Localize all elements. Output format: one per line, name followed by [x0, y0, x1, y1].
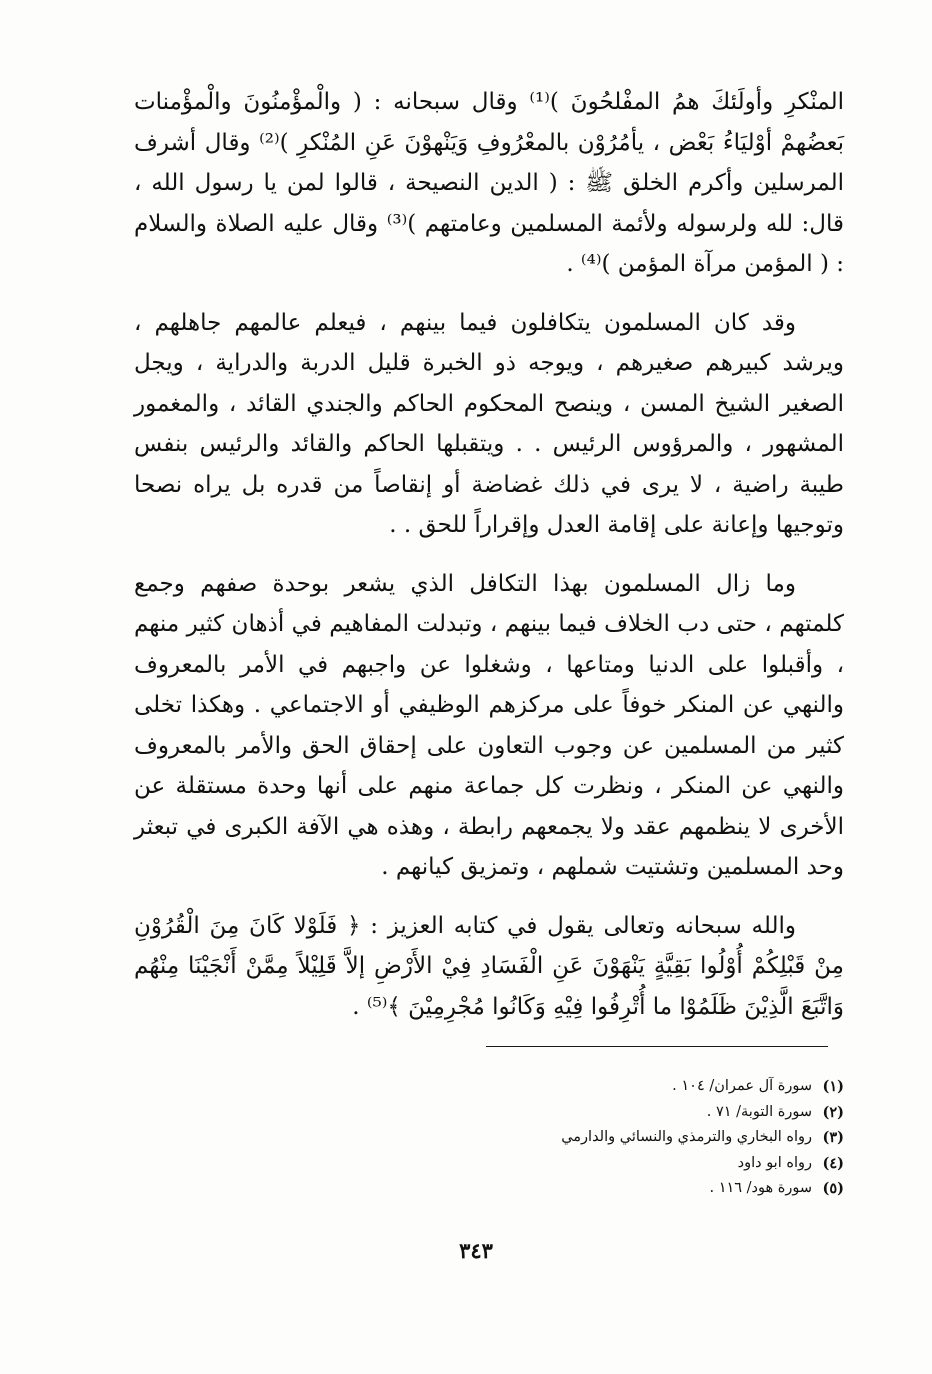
main-text — [134, 82, 844, 1045]
footnote-5 — [480, 1176, 844, 1202]
footnote-number: (١) — [822, 1078, 844, 1095]
footnote-number: (٣) — [822, 1129, 844, 1146]
footnote-text: رواه ابو داود — [737, 1154, 812, 1171]
footnote-4 — [480, 1151, 844, 1177]
footnote-text: سورة هود/ ١١٦ . — [709, 1180, 812, 1196]
footnote-3 — [480, 1125, 844, 1151]
footnote-number: (٥) — [822, 1180, 844, 1197]
paragraph-1: المنْكرِ وأولَئكَ همُ المفْلحُونَ )⁽¹⁾ وقال سبحانه : ( والْمؤْمنُونَ والْمؤْمنات بَعضُهمْ أوْليَاءُ بَعْض ، يأمُرُوْن بالمعْرُوفِ وَيَنْهوْنَ عَنِ المُنْكرِ )⁽²⁾ وقال أشرف المرسلين وأكرم الخلق ﷺ : ( الدين النصيحة ، قالوا لمن يا رسول الله ، قال: لله ولرسوله ولأئمة المسلمين وعامتهم )⁽³⁾ وقال عليه الصلاة والسلام : ( المؤمن مرآة المؤمن )⁽⁴⁾ . — [134, 89, 844, 277]
paragraph-4: والله سبحانه وتعالى يقول في كتابه العزيز : ﴿ فَلَوْلا كَانَ مِنَ الْقُرُوْنِ مِنْ قَبْلِكُمْ أُوْلُوا بَقِيَّةٍ يَنْهَوْنَ عَنِ الْفَسَادِ فِيْ الأَرْضِ إلاَّ قَلِيْلاً مِمَّنْ أَنْجَيْنَا مِنْهُم وَاتَّبَعَ الَّذِيْنَ ظَلَمُوْا ما أُتْرِفُوا فِيْهِ وَكَانُوا مُجْرِمِيْنَ ﴾⁽⁵⁾ . — [134, 912, 844, 1020]
footnote-1 — [480, 1074, 844, 1100]
footnote-number: (٤) — [822, 1154, 844, 1172]
paragraph-3: وما زال المسلمون بهذا التكافل الذي يشعر بوحدة صفهم وجمع كلمتهم ، حتى دب الخلاف فيما بينهم ، وتبدلت المفاهيم في أذهان كثير منهم ، وأقبلوا على الدنيا ومتاعها ، وشغلوا عن واجبهم في الأمر بالمعروف والنهي عن المنكر خوفاً على مركزهم الوظيفي أو الاجتماعي . وهكذا تخلى كثير من المسلمين عن وجوب التعاون على إحقاق الحق والأمر بالمعروف والنهي عن المنكر ، ونظرت كل جماعة منهم على أنها وحدة مستقلة عن الأخرى لا ينظمهم عقد ولا يجمعهم رابطة ، وهذه هي الآفة الكبرى في تبعثر وحد المسلمين وتشتيت شملهم ، وتمزيق كيانهم . — [134, 570, 844, 880]
paragraph-2: وقد كان المسلمون يتكافلون فيما بينهم ، فيعلم عالمهم جاهلهم ، ويرشد كبيرهم صغيرهم ، ويوجه ذو الخبرة قليل الدربة والدراية ، ويجل الصغير الشيخ المسن ، وينصح المحكوم الحاكم والجندي القائد ، والمغمور المشهور ، والمرؤوس الرئيس . . ويتقبلها الحاكم والقائد والرئيس بنفس طيبة راضية ، لا يرى في ذلك غضاضة أو إنقاصاً من قدره بل يراه نصحا وتوجيها وإعانة على إقامة العدل وإقراراً للحق . . — [134, 309, 844, 538]
page-number: ٣٤٣ — [459, 1238, 493, 1263]
footnote-text: سورة آل عمران/ ١٠٤ . — [672, 1078, 812, 1094]
footnote-text: سورة التوبة/ ٧١ . — [706, 1103, 812, 1120]
footnote-2 — [480, 1100, 844, 1126]
footnote-text: رواه البخاري والترمذي والنسائي والدارمي — [561, 1129, 812, 1145]
footnote-number: (٢) — [822, 1103, 844, 1121]
footnote-divider — [486, 1046, 828, 1047]
footnotes — [480, 1074, 844, 1202]
